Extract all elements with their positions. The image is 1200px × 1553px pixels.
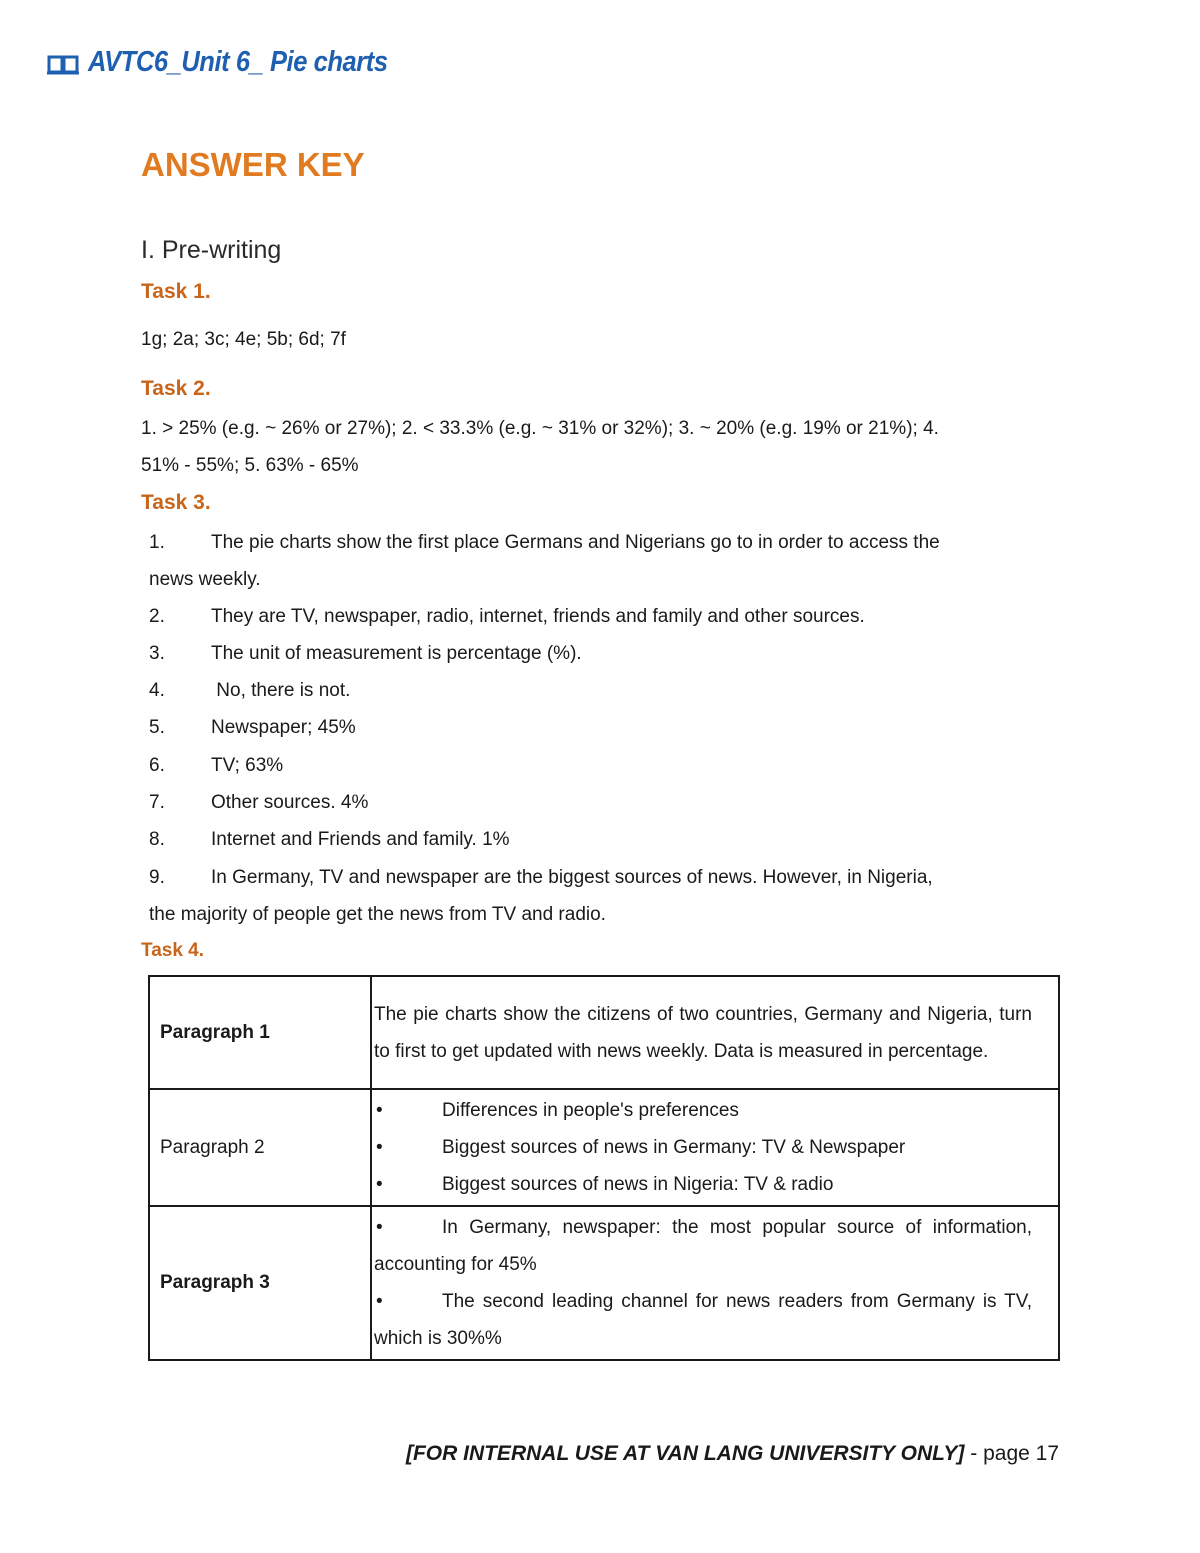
book-icon bbox=[46, 51, 80, 75]
bullet-icon: • bbox=[376, 1291, 383, 1312]
item-number: 2. bbox=[149, 606, 165, 627]
bullet-text: Biggest sources of news in Nigeria: TV & radio bbox=[442, 1174, 834, 1195]
task3-heading: Task 3. bbox=[141, 491, 211, 514]
page-footer bbox=[406, 1442, 1059, 1466]
row-label: Paragraph 3 bbox=[149, 1206, 371, 1360]
item-text: TV; 63% bbox=[211, 755, 284, 776]
task2-answer-line1: 1. > 25% (e.g. ~ 26% or 27%); 2. < 33.3% (e.g. ~ 31% or 32%); 3. ~ 20% (e.g. 19% or 21%); 4. bbox=[141, 418, 939, 439]
item-text: The unit of measurement is percentage (%). bbox=[211, 643, 582, 664]
item-text: Internet and Friends and family. 1% bbox=[211, 829, 510, 850]
item-number: 5. bbox=[149, 717, 165, 738]
item-text: They are TV, newspaper, radio, internet, friends and family and other sources. bbox=[211, 606, 865, 627]
bullet-icon: • bbox=[376, 1217, 383, 1238]
task2-heading: Task 2. bbox=[141, 377, 211, 400]
task1-heading: Task 1. bbox=[141, 280, 211, 303]
task1-answer: 1g; 2a; 3c; 4e; 5b; 6d; 7f bbox=[141, 329, 346, 350]
row-content bbox=[371, 1089, 1059, 1206]
bullet-text: In Germany, newspaper: the most popular source of information, accounting for 45% bbox=[374, 1217, 1032, 1275]
bullet-icon: • bbox=[376, 1137, 383, 1158]
section-title: I. Pre-writing bbox=[141, 236, 282, 264]
bullet-text: Biggest sources of news in Germany: TV & Newspaper bbox=[442, 1137, 906, 1158]
document-header bbox=[46, 46, 428, 79]
task3-item-1-continuation: news weekly. bbox=[149, 569, 261, 590]
row-content bbox=[371, 1206, 1059, 1360]
bullet-item bbox=[374, 1129, 1032, 1166]
header-title: AVTC6_Unit 6_ Pie charts bbox=[88, 46, 388, 78]
item-text: Newspaper; 45% bbox=[211, 717, 356, 738]
item-text: No, there is not. bbox=[211, 680, 351, 701]
bullet-text: Differences in people's preferences bbox=[442, 1100, 739, 1121]
table-row bbox=[149, 1089, 1059, 1206]
page-number: - page 17 bbox=[964, 1442, 1059, 1465]
bullet-item bbox=[374, 1209, 1032, 1283]
item-text: The pie charts show the first place Germans and Nigerians go to in order to access the bbox=[211, 532, 940, 553]
table-row bbox=[149, 1206, 1059, 1360]
item-number: 1. bbox=[149, 532, 165, 553]
item-number: 9. bbox=[149, 867, 165, 888]
task2-answer-line2: 51% - 55%; 5. 63% - 65% bbox=[141, 455, 359, 476]
bullet-item bbox=[374, 1166, 1032, 1203]
item-number: 4. bbox=[149, 680, 165, 701]
bullet-item bbox=[374, 1092, 1032, 1129]
row-label: Paragraph 1 bbox=[149, 976, 371, 1089]
task3-item-9-continuation: the majority of people get the news from TV and radio. bbox=[149, 904, 606, 925]
item-number: 6. bbox=[149, 755, 165, 776]
footer-notice: [FOR INTERNAL USE AT VAN LANG UNIVERSITY ONLY] bbox=[405, 1442, 965, 1465]
item-number: 8. bbox=[149, 829, 165, 850]
item-text: Other sources. 4% bbox=[211, 792, 369, 813]
answer-key-heading: ANSWER KEY bbox=[141, 146, 365, 183]
item-number: 3. bbox=[149, 643, 165, 664]
bullet-icon: • bbox=[376, 1100, 383, 1121]
task4-heading: Task 4. bbox=[141, 940, 205, 961]
table-row bbox=[149, 976, 1059, 1089]
item-text: In Germany, TV and newspaper are the biggest sources of news. However, in Nigeria, bbox=[211, 867, 933, 888]
bullet-text: The second leading channel for news readers from Germany is TV, which is 30%% bbox=[374, 1291, 1032, 1349]
task4-table bbox=[148, 975, 1060, 1361]
row-content: The pie charts show the citizens of two countries, Germany and Nigeria, turn to first to get updated with news weekly. Data is measured in percentage. bbox=[371, 976, 1059, 1089]
row-label: Paragraph 2 bbox=[149, 1089, 371, 1206]
item-number: 7. bbox=[149, 792, 165, 813]
bullet-icon: • bbox=[376, 1174, 383, 1195]
bullet-item bbox=[374, 1283, 1032, 1357]
